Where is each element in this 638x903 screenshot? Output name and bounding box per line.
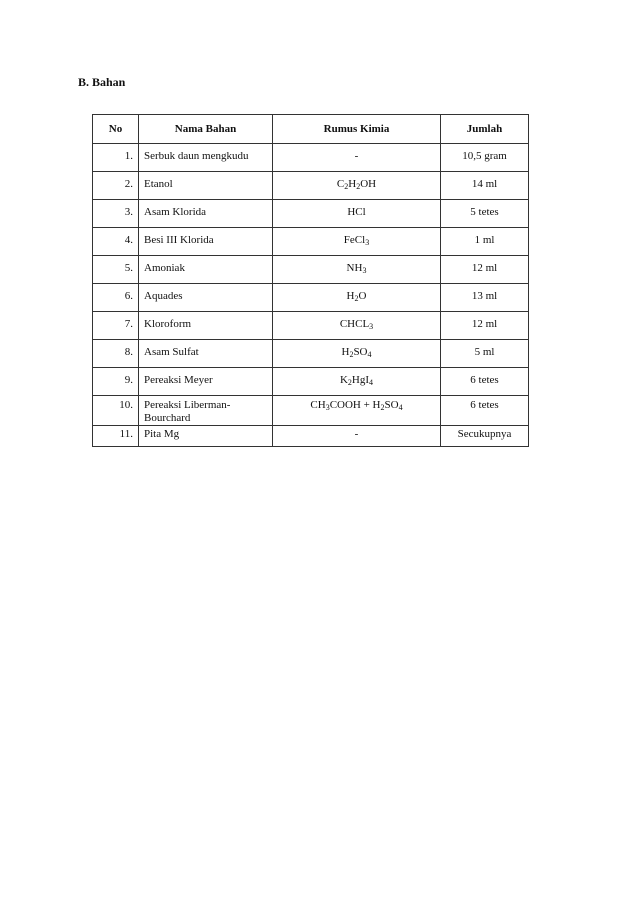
formula-subscript: 2 bbox=[354, 294, 359, 303]
cell-rumus-kimia bbox=[273, 256, 441, 284]
cell-nama-bahan: Kloroform bbox=[139, 312, 273, 340]
formula-subscript: 4 bbox=[369, 378, 374, 387]
formula-part: NH bbox=[346, 262, 363, 274]
table-row bbox=[93, 172, 529, 200]
cell-jumlah: 10,5 gram bbox=[441, 144, 529, 172]
cell-nama-bahan: Serbuk daun mengkudu bbox=[139, 144, 273, 172]
cell-jumlah: 14 ml bbox=[441, 172, 529, 200]
formula-part: SO bbox=[353, 346, 368, 358]
formula-subscript: 4 bbox=[367, 350, 372, 359]
table-row bbox=[93, 396, 529, 426]
formula-subscript: 2 bbox=[344, 182, 349, 191]
cell-no: 5. bbox=[93, 256, 139, 284]
cell-jumlah: 5 tetes bbox=[441, 200, 529, 228]
header-rumus-kimia: Rumus Kimia bbox=[273, 115, 441, 144]
header-no: No bbox=[93, 115, 139, 144]
cell-no: 10. bbox=[93, 396, 139, 426]
formula-part: C bbox=[336, 178, 345, 190]
cell-rumus-kimia bbox=[273, 172, 441, 200]
formula-part: H bbox=[346, 290, 355, 302]
section-title: B. Bahan bbox=[78, 75, 126, 89]
formula-part: - bbox=[354, 150, 359, 162]
formula-part: HCl bbox=[347, 206, 366, 218]
formula-subscript: 4 bbox=[398, 403, 403, 412]
cell-jumlah: 12 ml bbox=[441, 256, 529, 284]
cell-no: 11. bbox=[93, 426, 139, 447]
cell-nama-bahan: Pita Mg bbox=[139, 426, 273, 447]
cell-rumus-kimia bbox=[273, 200, 441, 228]
cell-no: 6. bbox=[93, 284, 139, 312]
cell-rumus-kimia bbox=[273, 284, 441, 312]
bahan-table bbox=[92, 114, 529, 447]
table-row bbox=[93, 200, 529, 228]
formula-part: K bbox=[339, 374, 348, 386]
table-row bbox=[93, 144, 529, 172]
table-header-row bbox=[93, 115, 529, 144]
header-nama-bahan: Nama Bahan bbox=[139, 115, 273, 144]
table-row bbox=[93, 426, 529, 447]
table-row bbox=[93, 368, 529, 396]
cell-rumus-kimia bbox=[273, 144, 441, 172]
table-row bbox=[93, 340, 529, 368]
table-row bbox=[93, 256, 529, 284]
formula-part: FeCl bbox=[343, 234, 366, 246]
table-row bbox=[93, 228, 529, 256]
formula-subscript: 2 bbox=[356, 182, 361, 191]
cell-nama-bahan: Pereaksi Liberman-Bourchard bbox=[139, 396, 273, 426]
cell-jumlah: 5 ml bbox=[441, 340, 529, 368]
cell-nama-bahan: Asam Sulfat bbox=[139, 340, 273, 368]
cell-nama-bahan: Besi III Klorida bbox=[139, 228, 273, 256]
cell-no: 9. bbox=[93, 368, 139, 396]
cell-no: 2. bbox=[93, 172, 139, 200]
formula-subscript: 2 bbox=[349, 350, 354, 359]
cell-no: 8. bbox=[93, 340, 139, 368]
formula-part: O bbox=[358, 290, 367, 302]
formula-part: HgI bbox=[351, 374, 370, 386]
cell-no: 7. bbox=[93, 312, 139, 340]
cell-nama-bahan: Asam Klorida bbox=[139, 200, 273, 228]
formula-part: CHCL bbox=[339, 318, 370, 330]
cell-jumlah: 12 ml bbox=[441, 312, 529, 340]
cell-rumus-kimia bbox=[273, 228, 441, 256]
cell-rumus-kimia bbox=[273, 426, 441, 447]
formula-subscript: 3 bbox=[369, 322, 374, 331]
cell-no: 1. bbox=[93, 144, 139, 172]
formula-subscript: 3 bbox=[362, 266, 367, 275]
table-row bbox=[93, 312, 529, 340]
formula-subscript: 3 bbox=[365, 238, 370, 247]
table-row bbox=[93, 284, 529, 312]
cell-nama-bahan: Aquades bbox=[139, 284, 273, 312]
cell-jumlah: 6 tetes bbox=[441, 396, 529, 426]
formula-subscript: 3 bbox=[325, 403, 330, 412]
cell-jumlah: 6 tetes bbox=[441, 368, 529, 396]
cell-nama-bahan: Pereaksi Meyer bbox=[139, 368, 273, 396]
formula-part: OH bbox=[360, 178, 377, 190]
formula-part: CH bbox=[310, 399, 326, 411]
formula-subscript: 2 bbox=[347, 378, 352, 387]
formula-part: COOH + H bbox=[329, 399, 381, 411]
table-body bbox=[93, 144, 529, 447]
cell-rumus-kimia bbox=[273, 340, 441, 368]
cell-nama-bahan: Etanol bbox=[139, 172, 273, 200]
cell-rumus-kimia bbox=[273, 396, 441, 426]
cell-jumlah: Secukupnya bbox=[441, 426, 529, 447]
cell-rumus-kimia bbox=[273, 368, 441, 396]
cell-jumlah: 1 ml bbox=[441, 228, 529, 256]
formula-part: H bbox=[341, 346, 350, 358]
cell-rumus-kimia bbox=[273, 312, 441, 340]
cell-nama-bahan: Amoniak bbox=[139, 256, 273, 284]
header-jumlah: Jumlah bbox=[441, 115, 529, 144]
formula-subscript: 2 bbox=[380, 403, 385, 412]
formula-part: H bbox=[348, 178, 357, 190]
formula-part: SO bbox=[384, 399, 399, 411]
cell-no: 3. bbox=[93, 200, 139, 228]
cell-no: 4. bbox=[93, 228, 139, 256]
formula-part: - bbox=[354, 428, 359, 440]
cell-jumlah: 13 ml bbox=[441, 284, 529, 312]
